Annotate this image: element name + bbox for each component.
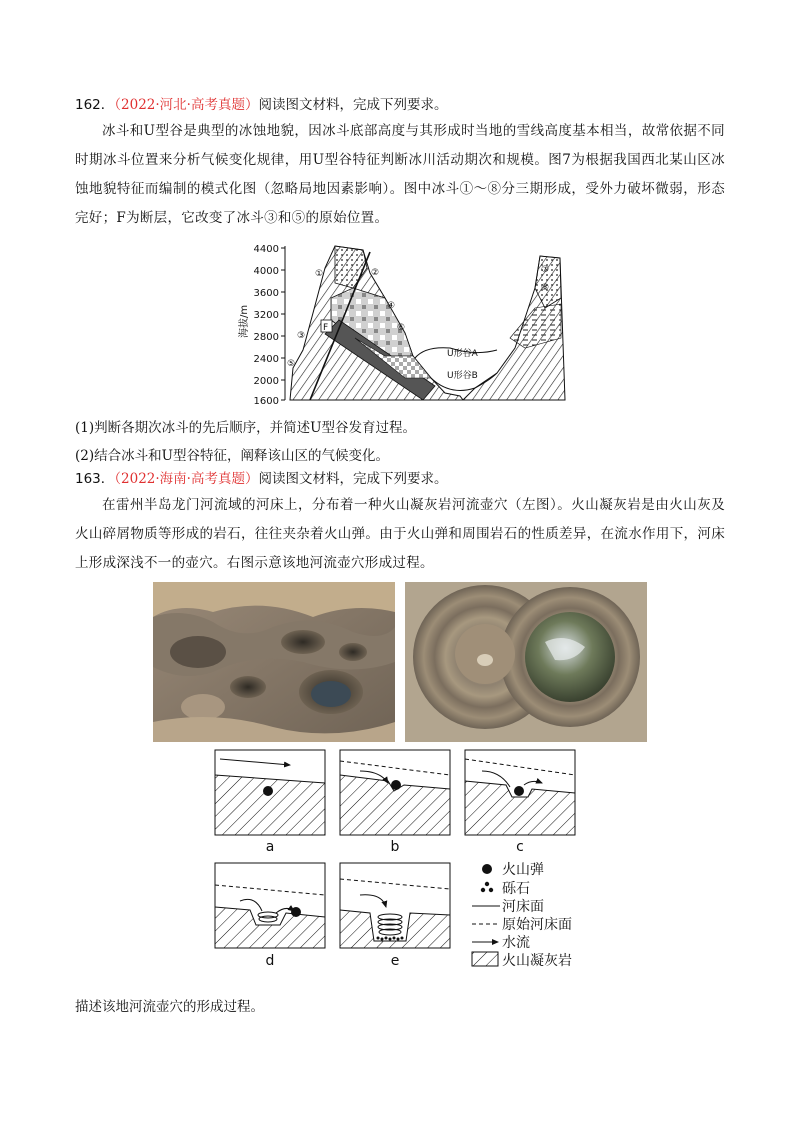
- q162-sub2: (2)结合冰斗和U型谷特征，阐释该山区的气候变化。: [75, 448, 389, 464]
- q163-instruction: 阅读图文材料，完成下列要求。: [258, 471, 448, 487]
- riverbed-pothole-photo: [153, 582, 395, 742]
- q163-source: （2022·海南·高考真题）: [114, 471, 259, 487]
- panel-b: [340, 750, 450, 855]
- y-tick: [254, 288, 285, 299]
- legend-gravel: 砾石: [502, 881, 530, 897]
- svg-text:2800: 2800: [253, 332, 279, 343]
- svg-text:3200: 3200: [253, 310, 279, 321]
- panel-a: [215, 750, 325, 855]
- q163-header: [75, 469, 447, 489]
- svg-text:3600: 3600: [253, 288, 279, 299]
- tuff-legend-icon: [472, 952, 498, 966]
- y-tick: [254, 376, 285, 387]
- u-valley-b-label: U形谷B: [447, 371, 478, 381]
- svg-text:4400: 4400: [253, 244, 279, 255]
- panel-e-caption: e: [390, 953, 400, 969]
- legend-orig-bed: 原始河床面: [502, 917, 572, 933]
- cirque-label-2: ②: [371, 268, 380, 278]
- u-valley-a-label: U形谷A: [447, 349, 478, 359]
- q163-number: 163．: [75, 471, 115, 487]
- y-axis-label: 海拔/m: [239, 304, 250, 338]
- cirque-label-3: ③: [297, 331, 306, 341]
- gravel-legend-icon: [481, 882, 493, 892]
- y-tick: [254, 266, 285, 277]
- cirque-label-4: ④: [387, 301, 396, 311]
- q163-question: 描述该地河流壶穴的形成过程。: [75, 999, 264, 1015]
- cirque-label-7: ⑦: [541, 265, 550, 275]
- panel-c: [465, 750, 575, 855]
- cirque-label-5: ⑤: [287, 359, 296, 369]
- svg-text:4000: 4000: [253, 266, 279, 277]
- fault-label: F: [323, 323, 329, 333]
- legend-bomb: 火山弹: [502, 862, 544, 878]
- cirque-label-1: ①: [315, 269, 324, 279]
- panel-d: [215, 863, 325, 969]
- q162-header: [75, 95, 447, 115]
- q162-instruction: 阅读图文材料，完成下列要求。: [258, 97, 448, 113]
- q162-paragraph: 冰斗和U型谷是典型的冰蚀地貌，因冰斗底部高度与其形成时当地的雪线高度基本相当，故常依据不同时期冰斗位置来分析气候变化规律，用U型谷特征判断冰川活动期次和规模。图7为根据我国西北某山区冰蚀地貌特征而编制的模式化图（忽略局地因素影响）。图中冰斗①～⑧分三期形成，受外力破坏微弱，形态完好；F为断层，它改变了冰斗③和⑤的原始位置。: [75, 123, 725, 226]
- bomb-legend-icon: [482, 864, 492, 874]
- panel-b-caption: b: [390, 839, 400, 855]
- panel-e: [340, 863, 450, 969]
- y-tick: [254, 310, 285, 321]
- legend-flow: 水流: [502, 935, 530, 951]
- q163-paragraph: 在雷州半岛龙门河流域的河床上，分布着一种火山凝灰岩河流壶穴（左图）。火山凝灰岩是由火山灰及火山碎屑物质等形成的岩石，往往夹杂着火山弹。由于火山弹和周围岩石的性质差异，在流水作用下，河床上形成深浅不一的壶穴。右图示意该地河流壶穴形成过程。: [75, 497, 725, 571]
- legend: [472, 862, 572, 969]
- y-tick: [254, 332, 285, 343]
- legend-tuff: 火山凝灰岩: [502, 953, 572, 969]
- q162-sub1: (1)判断各期次冰斗的先后顺序，并简述U型谷发育过程。: [75, 420, 416, 436]
- panel-c-caption: c: [516, 839, 524, 855]
- q162-source: （2022·河北·高考真题）: [114, 97, 259, 113]
- cirque-label-6: ⑥: [397, 323, 406, 333]
- y-tick: [254, 396, 285, 407]
- y-tick: [254, 244, 285, 255]
- q162-number: 162．: [75, 97, 115, 113]
- panel-a-caption: a: [265, 839, 275, 855]
- y-tick: [254, 354, 285, 365]
- svg-text:2000: 2000: [253, 376, 279, 387]
- svg-text:2400: 2400: [253, 354, 279, 365]
- pothole-closeup-photo: [405, 582, 647, 742]
- glacial-profile-figure: [235, 238, 575, 408]
- legend-bed: 河床面: [502, 899, 544, 915]
- y-ticks: [254, 244, 285, 407]
- pothole-formation-diagram: [210, 745, 590, 975]
- cirque-label-8: ⑧: [541, 283, 550, 293]
- panel-d-caption: d: [265, 953, 275, 969]
- svg-text:1600: 1600: [253, 396, 279, 407]
